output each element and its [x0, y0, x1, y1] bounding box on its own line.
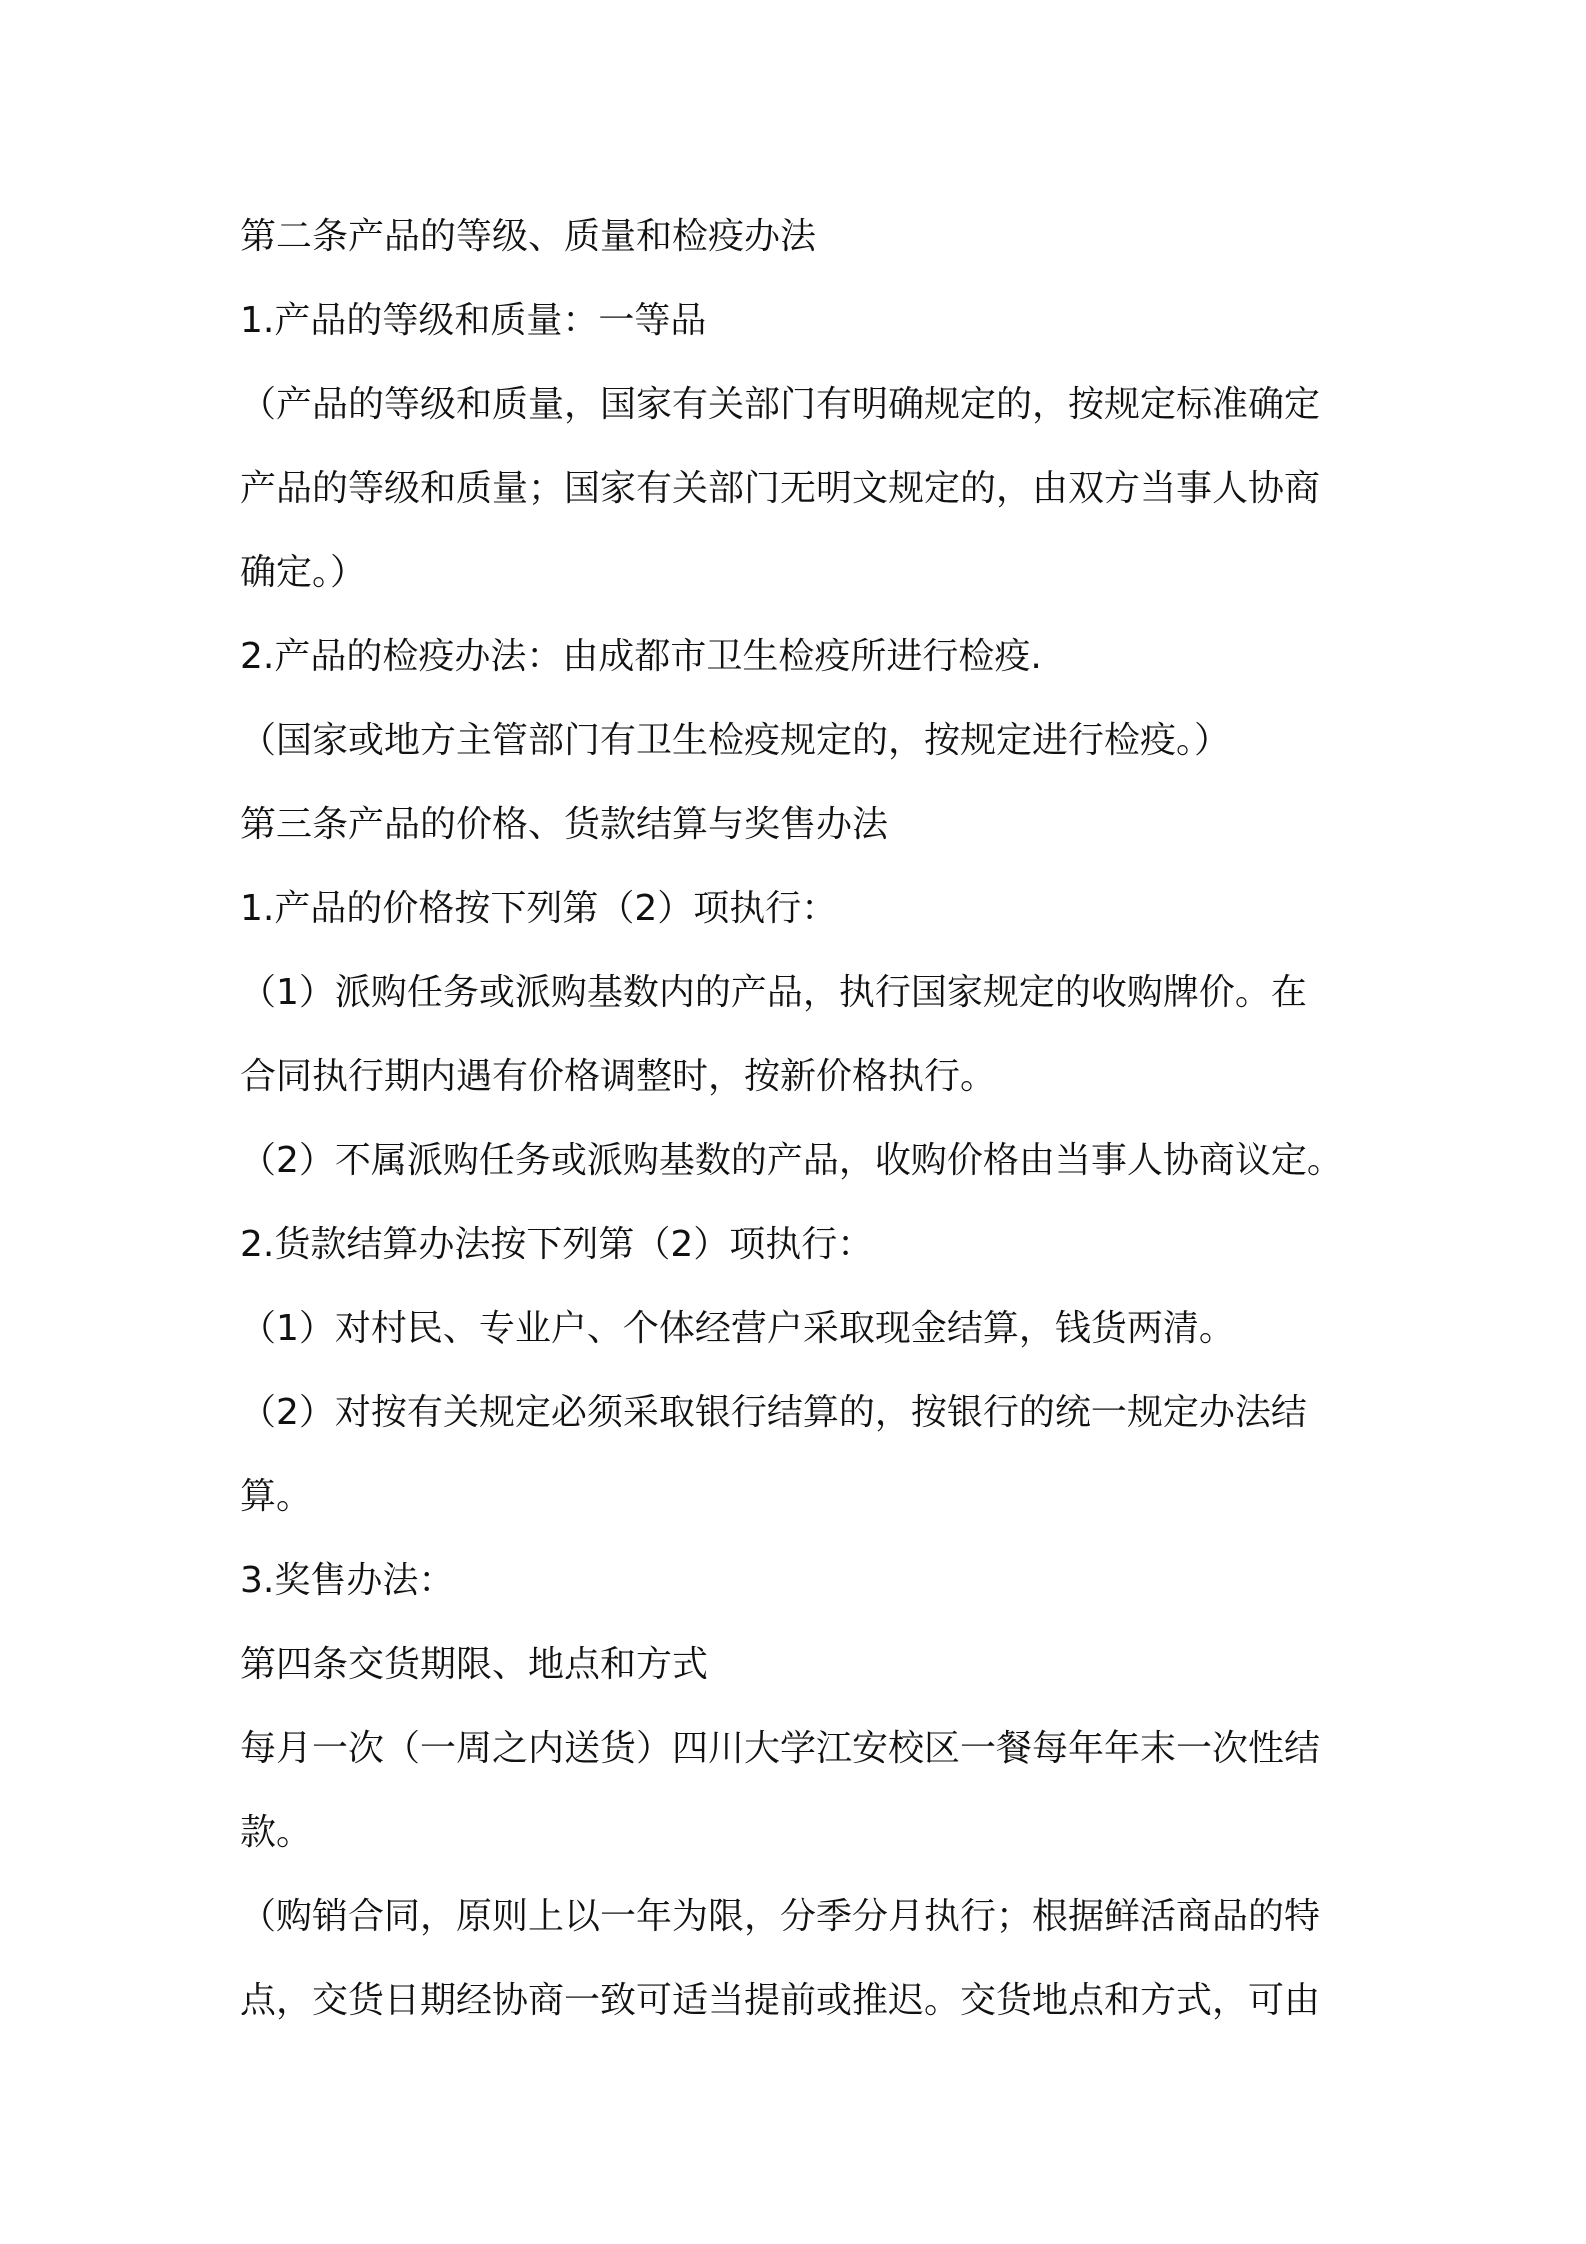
paragraph-line: （国家或地方主管部门有卫生检疫规定的，按规定进行检疫。）: [240, 720, 1231, 761]
paragraph-line: 1.产品的价格按下列第（2）项执行：: [240, 888, 838, 929]
paragraph-line: 3.奖售办法：: [240, 1560, 455, 1601]
article-2-heading: 第二条产品的等级、质量和检疫办法: [240, 216, 817, 257]
paragraph-line: 2.产品的检疫办法：由成都市卫生检疫所进行检疫.: [240, 636, 1042, 677]
document-body: [240, 195, 1360, 2043]
paragraph-line: （2）不属派购任务或派购基数的产品，收购价格由当事人协商议定。: [240, 1140, 1343, 1181]
paragraph-line: 点，交货日期经协商一致可适当提前或推迟。交货地点和方式，可由: [240, 1980, 1321, 2021]
paragraph-line: 确定。）: [240, 552, 367, 593]
paragraph-line: （1）派购任务或派购基数内的产品，执行国家规定的收购牌价。在: [240, 972, 1307, 1013]
paragraph-line: 2.货款结算办法按下列第（2）项执行：: [240, 1224, 874, 1265]
paragraph-line: （1）对村民、专业户、个体经营户采取现金结算，钱货两清。: [240, 1308, 1235, 1349]
article-4-heading: 第四条交货期限、地点和方式: [240, 1644, 709, 1685]
paragraph-line: 每月一次（一周之内送货）四川大学江安校区一餐每年年末一次性结: [240, 1728, 1321, 1769]
paragraph-line: （产品的等级和质量，国家有关部门有明确规定的，按规定标准确定: [240, 384, 1321, 425]
paragraph-line: 产品的等级和质量；国家有关部门无明文规定的，由双方当事人协商: [240, 468, 1321, 509]
article-3-heading: 第三条产品的价格、货款结算与奖售办法: [240, 804, 889, 845]
paragraph-line: 1.产品的等级和质量：一等品: [240, 300, 707, 341]
paragraph-line: 款。: [240, 1812, 313, 1853]
paragraph-line: 合同执行期内遇有价格调整时，按新价格执行。: [240, 1056, 997, 1097]
paragraph-line: （2）对按有关规定必须采取银行结算的，按银行的统一规定办法结: [240, 1392, 1307, 1433]
paragraph-line: 算。: [240, 1476, 313, 1517]
paragraph-line: （购销合同，原则上以一年为限，分季分月执行；根据鲜活商品的特: [240, 1896, 1321, 1937]
